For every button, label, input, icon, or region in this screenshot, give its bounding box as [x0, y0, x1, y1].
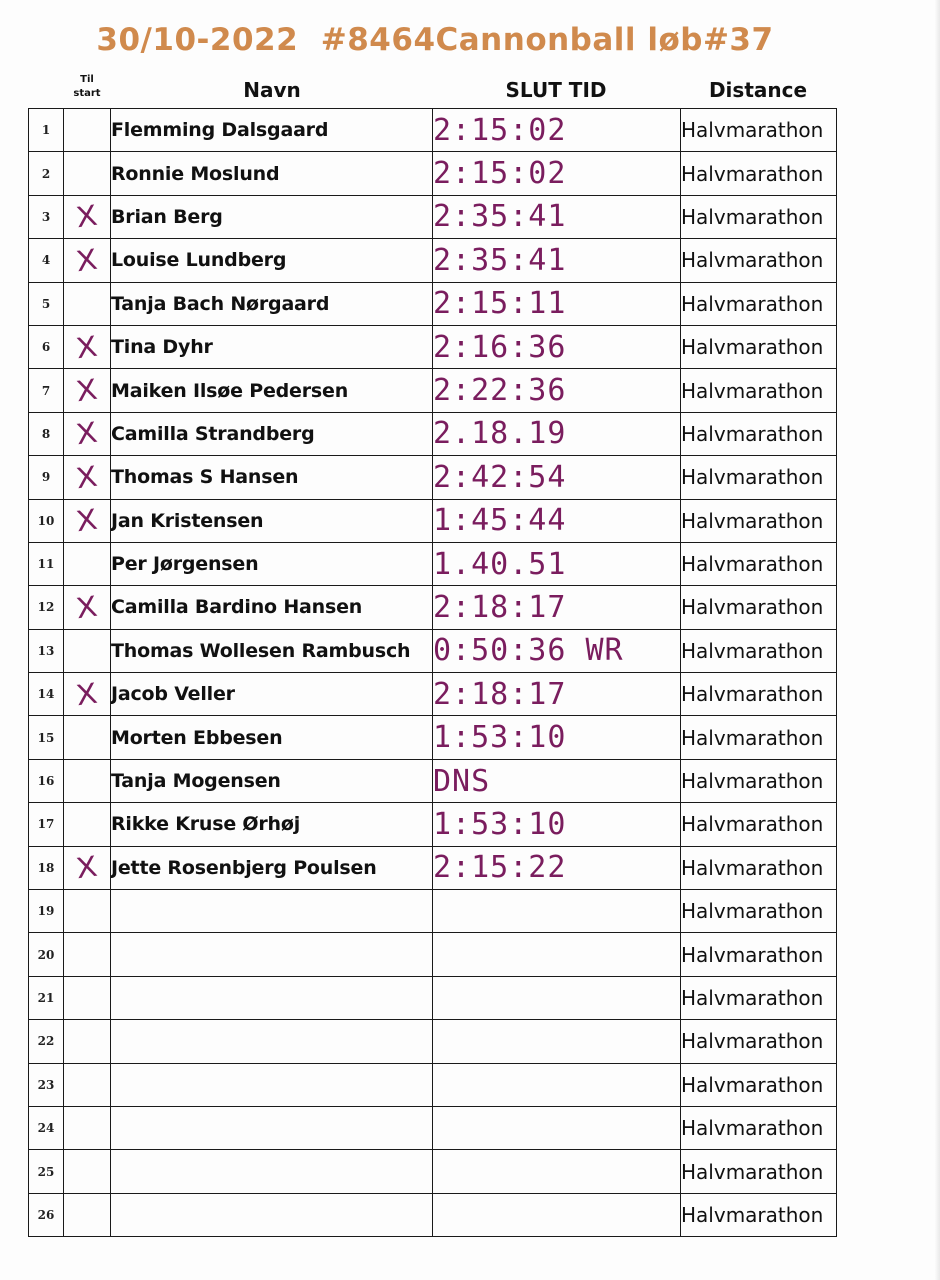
- distance-cell: Halvmarathon: [681, 890, 837, 933]
- row-number: 16: [29, 759, 64, 802]
- row-number: 10: [29, 499, 64, 542]
- finish-time: [433, 933, 681, 976]
- table-row: [29, 1193, 837, 1236]
- table-row: [29, 716, 837, 759]
- start-check-cell: [64, 369, 111, 412]
- table-row: [29, 239, 837, 282]
- start-check-cell: [64, 716, 111, 759]
- runner-name: Brian Berg: [111, 195, 433, 238]
- start-check-cell: [64, 412, 111, 455]
- row-number: 25: [29, 1150, 64, 1193]
- distance-cell: Halvmarathon: [681, 1106, 837, 1149]
- distance-cell: Halvmarathon: [681, 152, 837, 195]
- runner-name: [111, 976, 433, 1019]
- runner-name: Camilla Strandberg: [111, 412, 433, 455]
- distance-cell: Halvmarathon: [681, 239, 837, 282]
- finish-time: 2:35:41: [433, 239, 681, 282]
- table-row: [29, 499, 837, 542]
- start-check-cell: [64, 325, 111, 368]
- finish-time: [433, 1063, 681, 1106]
- start-mark: X: [74, 850, 100, 886]
- runner-name: Thomas Wollesen Rambusch: [111, 629, 433, 672]
- finish-time: 2.18.19: [433, 412, 681, 455]
- start-check-cell: [64, 542, 111, 585]
- distance-cell: Halvmarathon: [681, 629, 837, 672]
- finish-time: [433, 1020, 681, 1063]
- row-number: 11: [29, 542, 64, 585]
- row-number: 8: [29, 412, 64, 455]
- runner-name: Camilla Bardino Hansen: [111, 586, 433, 629]
- distance-cell: Halvmarathon: [681, 369, 837, 412]
- row-number: 12: [29, 586, 64, 629]
- runner-name: Per Jørgensen: [111, 542, 433, 585]
- start-mark: X: [74, 589, 100, 626]
- runner-name: Ronnie Moslund: [111, 152, 433, 195]
- start-check-cell: [64, 890, 111, 933]
- page-title: 30/10-2022 #8464Cannonball løb#37: [96, 22, 774, 58]
- distance-cell: Halvmarathon: [681, 586, 837, 629]
- start-check-cell: [64, 1150, 111, 1193]
- table-row: [29, 152, 837, 195]
- finish-time: [433, 890, 681, 933]
- runner-name: Maiken Ilsøe Pedersen: [111, 369, 433, 412]
- start-check-cell: [64, 1020, 111, 1063]
- start-check-cell: [64, 976, 111, 1019]
- row-number: 7: [29, 369, 64, 412]
- distance-cell: Halvmarathon: [681, 976, 837, 1019]
- row-number: 18: [29, 846, 64, 889]
- finish-time: [433, 976, 681, 1019]
- start-mark: X: [74, 459, 100, 496]
- table-row: [29, 586, 837, 629]
- runner-name: Louise Lundberg: [111, 239, 433, 282]
- til-start-header: [60, 73, 114, 101]
- row-number: 17: [29, 803, 64, 846]
- row-number: 20: [29, 933, 64, 976]
- start-mark: X: [74, 416, 100, 452]
- row-number: 24: [29, 1106, 64, 1149]
- table-row: [29, 1020, 837, 1063]
- runner-name: Rikke Kruse Ørhøj: [111, 803, 433, 846]
- finish-time: 1:53:10: [433, 716, 681, 759]
- table-row: [29, 890, 837, 933]
- start-mark: X: [74, 242, 100, 279]
- start-check-cell: [64, 673, 111, 716]
- table-row: [29, 759, 837, 802]
- finish-time: [433, 1106, 681, 1149]
- distance-cell: Halvmarathon: [681, 195, 837, 238]
- start-mark: X: [74, 372, 100, 409]
- finish-time: 2:15:02: [433, 152, 681, 195]
- finish-time: 2:15:11: [433, 282, 681, 325]
- runner-name: [111, 1020, 433, 1063]
- row-number: 6: [29, 325, 64, 368]
- distance-cell: Halvmarathon: [681, 673, 837, 716]
- table-row: [29, 673, 837, 716]
- distance-cell: Halvmarathon: [681, 1063, 837, 1106]
- distance-cell: Halvmarathon: [681, 499, 837, 542]
- start-check-cell: [64, 239, 111, 282]
- start-check-cell: [64, 1193, 111, 1236]
- finish-time: 1:53:10: [433, 803, 681, 846]
- start-check-cell: [64, 195, 111, 238]
- distance-cell: Halvmarathon: [681, 456, 837, 499]
- finish-time: 2:42:54: [433, 456, 681, 499]
- table-row: [29, 933, 837, 976]
- table-row: [29, 456, 837, 499]
- table-row: [29, 369, 837, 412]
- runner-name: [111, 933, 433, 976]
- finish-time: 2:18:17: [433, 673, 681, 716]
- row-number: 14: [29, 673, 64, 716]
- finish-time: 2:15:22: [433, 846, 681, 889]
- distance-cell: Halvmarathon: [681, 803, 837, 846]
- runner-name: [111, 1063, 433, 1106]
- table-row: [29, 846, 837, 889]
- table-row: [29, 412, 837, 455]
- finish-time: 2:18:17: [433, 586, 681, 629]
- table-row: [29, 803, 837, 846]
- row-number: 4: [29, 239, 64, 282]
- finish-time: DNS: [433, 759, 681, 802]
- results-table: [28, 108, 837, 1237]
- finish-time: 0:50:36 WR: [433, 629, 681, 672]
- start-check-cell: [64, 629, 111, 672]
- table-row: [29, 542, 837, 585]
- row-number: 5: [29, 282, 64, 325]
- runner-name: [111, 1193, 433, 1236]
- start-check-cell: [64, 1106, 111, 1149]
- start-check-cell: [64, 1063, 111, 1106]
- row-number: 9: [29, 456, 64, 499]
- runner-name: Morten Ebbesen: [111, 716, 433, 759]
- runner-name: [111, 1150, 433, 1193]
- distance-cell: Halvmarathon: [681, 325, 837, 368]
- distance-cell: Halvmarathon: [681, 1193, 837, 1236]
- distance-cell: Halvmarathon: [681, 1020, 837, 1063]
- start-mark: X: [74, 502, 100, 539]
- start-check-cell: [64, 109, 111, 152]
- start-check-cell: [64, 759, 111, 802]
- results-table-body: [29, 109, 837, 1237]
- start-label: start: [73, 88, 101, 99]
- start-check-cell: [64, 282, 111, 325]
- distance-cell: Halvmarathon: [681, 716, 837, 759]
- start-mark: X: [74, 199, 100, 235]
- finish-time: 2:22:36: [433, 369, 681, 412]
- runner-name: [111, 1106, 433, 1149]
- finish-time: [433, 1150, 681, 1193]
- finish-time: 2:15:02: [433, 109, 681, 152]
- runner-name: Thomas S Hansen: [111, 456, 433, 499]
- start-check-cell: [64, 803, 111, 846]
- slut-tid-header: SLUT TID: [505, 78, 607, 102]
- distance-cell: Halvmarathon: [681, 759, 837, 802]
- row-number: 3: [29, 195, 64, 238]
- runner-name: [111, 890, 433, 933]
- til-label: Til: [80, 74, 94, 85]
- row-number: 2: [29, 152, 64, 195]
- finish-time: 2:35:41: [433, 195, 681, 238]
- table-row: [29, 195, 837, 238]
- row-number: 21: [29, 976, 64, 1019]
- table-row: [29, 1150, 837, 1193]
- start-check-cell: [64, 933, 111, 976]
- runner-name: Jan Kristensen: [111, 499, 433, 542]
- row-number: 23: [29, 1063, 64, 1106]
- finish-time: 2:16:36: [433, 325, 681, 368]
- start-mark: X: [74, 329, 100, 365]
- table-row: [29, 109, 837, 152]
- finish-time: 1.40.51: [433, 542, 681, 585]
- runner-name: Jette Rosenbjerg Poulsen: [111, 846, 433, 889]
- table-row: [29, 629, 837, 672]
- distance-cell: Halvmarathon: [681, 109, 837, 152]
- start-check-cell: [64, 846, 111, 889]
- start-mark: X: [74, 676, 100, 713]
- runner-name: Flemming Dalsgaard: [111, 109, 433, 152]
- row-number: 15: [29, 716, 64, 759]
- start-check-cell: [64, 152, 111, 195]
- start-check-cell: [64, 499, 111, 542]
- finish-time: [433, 1193, 681, 1236]
- table-row: [29, 325, 837, 368]
- page-edge-shadow: [934, 0, 940, 1280]
- distance-cell: Halvmarathon: [681, 542, 837, 585]
- distance-cell: Halvmarathon: [681, 282, 837, 325]
- row-number: 1: [29, 109, 64, 152]
- runner-name: Jacob Veller: [111, 673, 433, 716]
- finish-time: 1:45:44: [433, 499, 681, 542]
- distance-header: Distance: [708, 78, 808, 102]
- runner-name: Tina Dyhr: [111, 325, 433, 368]
- table-row: [29, 1106, 837, 1149]
- row-number: 22: [29, 1020, 64, 1063]
- row-number: 13: [29, 629, 64, 672]
- distance-cell: Halvmarathon: [681, 933, 837, 976]
- row-number: 19: [29, 890, 64, 933]
- runner-name: Tanja Bach Nørgaard: [111, 282, 433, 325]
- distance-cell: Halvmarathon: [681, 412, 837, 455]
- navn-header: Navn: [243, 78, 301, 102]
- table-row: [29, 1063, 837, 1106]
- runner-name: Tanja Mogensen: [111, 759, 433, 802]
- table-row: [29, 282, 837, 325]
- row-number: 26: [29, 1193, 64, 1236]
- start-check-cell: [64, 586, 111, 629]
- table-row: [29, 976, 837, 1019]
- distance-cell: Halvmarathon: [681, 1150, 837, 1193]
- start-check-cell: [64, 456, 111, 499]
- distance-cell: Halvmarathon: [681, 846, 837, 889]
